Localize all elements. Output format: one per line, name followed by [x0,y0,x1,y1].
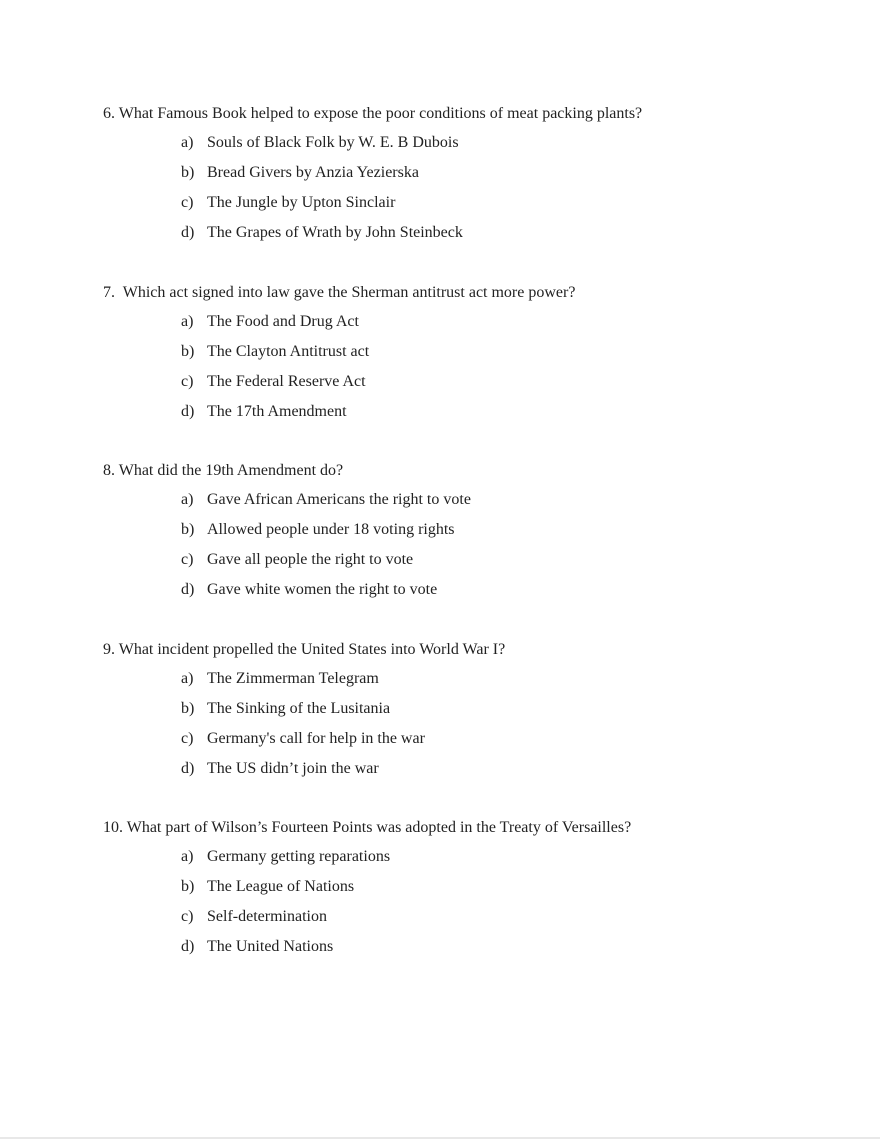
option-text: The Sinking of the Lusitania [207,699,391,717]
option-letter: b) [181,520,195,538]
option-letter: b) [181,342,195,360]
answer-option [103,759,843,779]
option-letter: c) [181,907,194,925]
option-text: Gave all people the right to vote [207,550,414,568]
question-text: 9. What incident propelled the United States into World War I? [103,641,506,658]
option-letter: a) [181,670,194,687]
answer-option [103,580,843,600]
option-letter: d) [181,223,195,241]
option-text: The US didn’t join the war [207,759,379,777]
option-text: The Clayton Antitrust act [207,342,370,360]
option-text: The 17th Amendment [207,402,347,420]
answer-options [103,312,843,422]
option-letter: b) [181,877,195,895]
question-9 [103,640,843,789]
option-letter: c) [181,372,194,390]
answer-option [103,133,843,153]
option-text: Bread Givers by Anzia Yezierska [207,163,419,181]
option-letter: d) [181,759,195,777]
option-letter: a) [181,848,194,865]
answer-option [103,342,843,362]
answer-option [103,669,843,689]
option-text: The Zimmerman Telegram [207,670,379,687]
option-letter: d) [181,402,195,420]
option-letter: c) [181,550,194,568]
option-letter: c) [181,729,194,747]
option-text: Gave white women the right to vote [207,580,438,598]
answer-option [103,223,843,243]
option-letter: a) [181,134,194,151]
answer-option [103,877,843,897]
question-text: 8. What did the 19th Amendment do? [103,462,344,479]
option-text: The Jungle by Upton Sinclair [207,193,396,211]
option-text: The League of Nations [207,877,355,895]
option-text: Allowed people under 18 voting rights [207,520,455,538]
answer-options [103,490,843,600]
answer-option [103,163,843,183]
option-letter: d) [181,937,195,955]
answer-options [103,847,843,957]
answer-options [103,669,843,779]
question-6 [103,104,843,253]
answer-option [103,312,843,332]
answer-option [103,847,843,867]
option-text: Souls of Black Folk by W. E. B Dubois [207,134,459,151]
option-letter: d) [181,580,195,598]
question-10 [103,818,843,967]
question-text: 7. Which act signed into law gave the Sherman antitrust act more power? [103,284,576,301]
question-8 [103,461,843,610]
answer-option [103,699,843,719]
answer-options [103,133,843,243]
answer-option [103,193,843,213]
option-text: The Food and Drug Act [207,313,359,330]
option-text: Germany getting reparations [207,848,391,865]
question-7 [103,283,843,432]
option-letter: b) [181,163,195,181]
option-letter: a) [181,491,194,508]
answer-option [103,550,843,570]
answer-option [103,372,843,392]
option-letter: a) [181,313,194,330]
option-text: Self-determination [207,907,327,925]
option-text: Germany's call for help in the war [207,729,425,747]
option-letter: b) [181,699,195,717]
option-letter: c) [181,193,194,211]
answer-option [103,520,843,540]
answer-option [103,907,843,927]
question-text: 10. What part of Wilson’s Fourteen Points was adopted in the Treaty of Versailles? [103,819,632,836]
answer-option [103,402,843,422]
option-text: The Federal Reserve Act [207,372,366,390]
option-text: The United Nations [207,937,334,955]
answer-option [103,937,843,957]
option-text: The Grapes of Wrath by John Steinbeck [207,223,463,241]
option-text: Gave African Americans the right to vote [207,491,471,508]
answer-option [103,490,843,510]
answer-option [103,729,843,749]
question-text: 6. What Famous Book helped to expose the poor conditions of meat packing plants? [103,105,643,122]
